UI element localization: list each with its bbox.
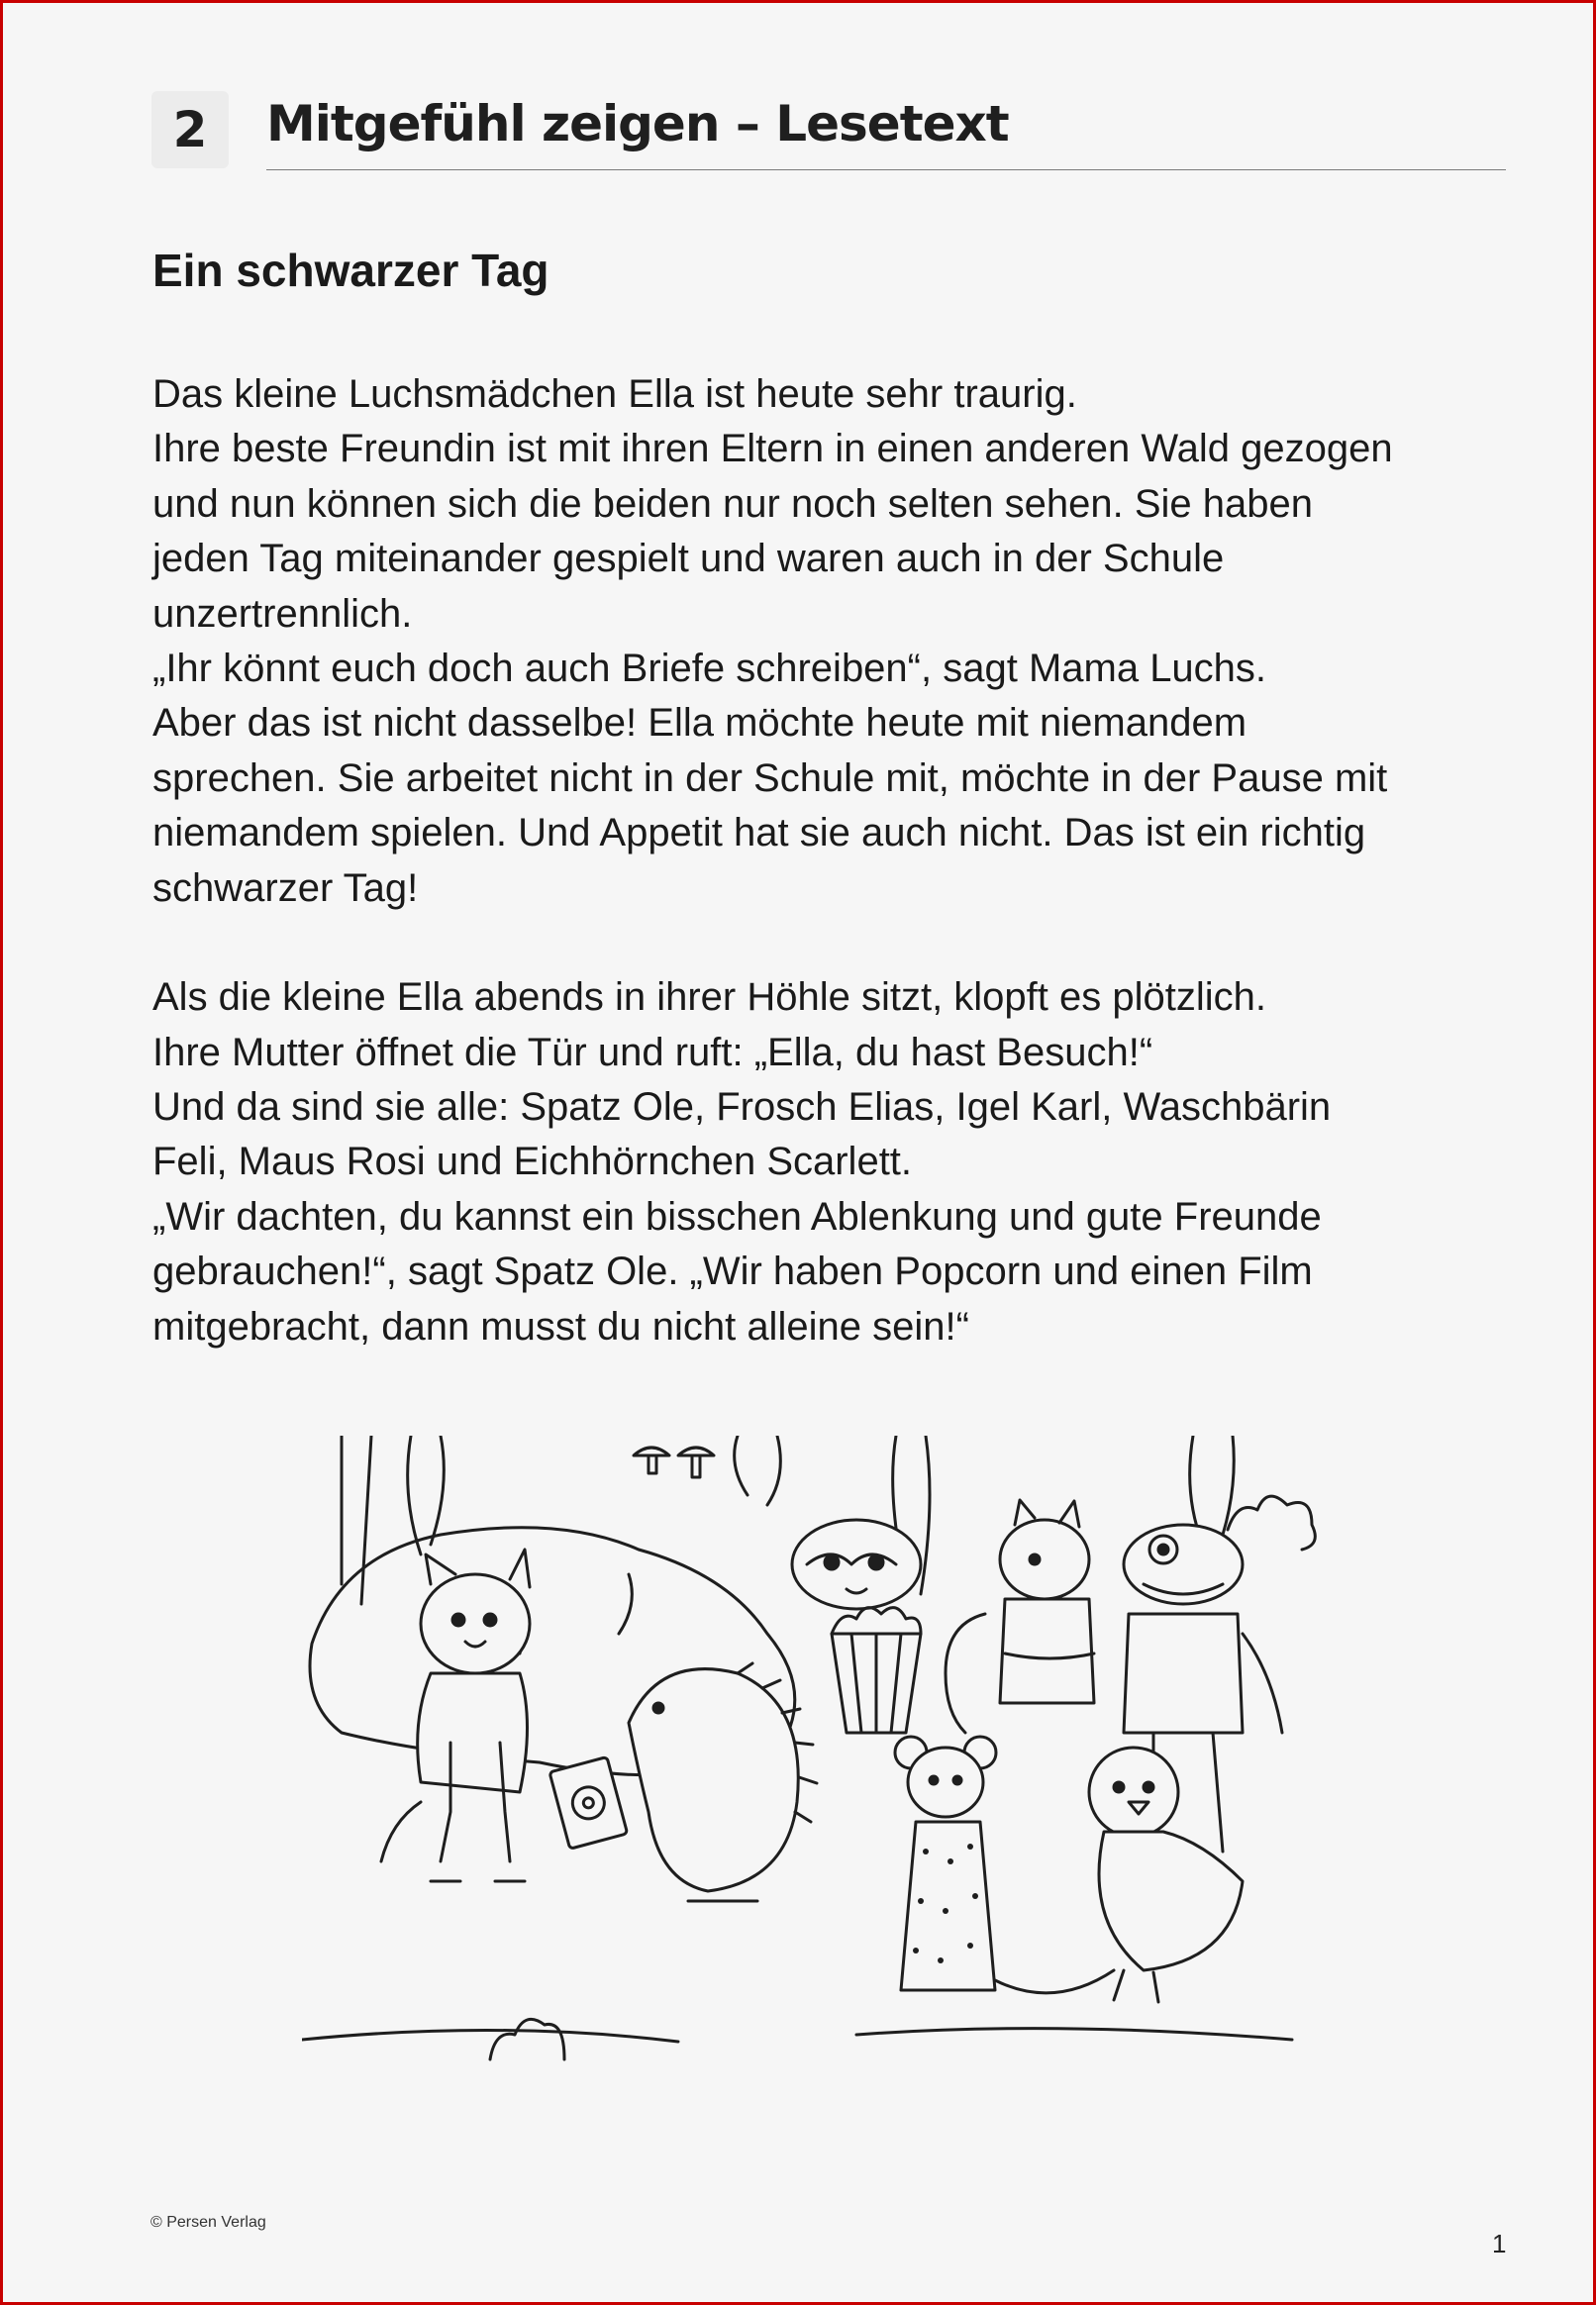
story-title: Ein schwarzer Tag	[152, 245, 549, 296]
header-divider	[266, 169, 1506, 170]
chapter-title: Mitgefühl zeigen – Lesetext	[266, 95, 1009, 152]
story-line: Als die kleine Ella abends in ihrer Höhle sitzt, klopft es plötzlich.	[152, 975, 1266, 1020]
story-line: schwarzer Tag!	[152, 865, 419, 910]
page-number: 1	[1492, 2229, 1507, 2258]
story-line: „Ihr könnt euch doch auch Briefe schreiben“, sagt Mama Luchs.	[152, 646, 1267, 690]
hedgehog-karl	[629, 1663, 817, 1901]
bush-icon	[1228, 1496, 1315, 1550]
story-line: jeden Tag miteinander gespielt und waren auch in der Schule	[152, 537, 1225, 581]
story-line: Ihre Mutter öffnet die Tür und ruft: „Ella, du hast Besuch!“	[152, 1030, 1153, 1074]
story-line: „Wir dachten, du kannst ein bisschen Ablenkung und gute Freunde	[152, 1194, 1322, 1239]
paragraph-gap	[152, 916, 1519, 970]
mouse-rosi	[895, 1737, 1114, 1993]
story-line: Feli, Maus Rosi und Eichhörnchen Scarlett.	[152, 1140, 913, 1184]
story-line: niemandem spielen. Und Appetit hat sie auch nicht. Das ist ein richtig	[152, 811, 1366, 855]
story-line: Das kleine Luchsmädchen Ella ist heute sehr traurig.	[152, 372, 1077, 416]
story-line: Aber das ist nicht dasselbe! Ella möchte heute mit niemandem	[152, 701, 1247, 746]
squirrel-scarlett	[946, 1500, 1094, 1733]
forest-friends-illustration	[302, 1436, 1356, 2061]
lynx-ella	[381, 1550, 530, 1881]
mushrooms	[634, 1448, 714, 1477]
story-line: gebrauchen!“, sagt Spatz Ole. „Wir haben Popcorn und einen Film	[152, 1250, 1313, 1294]
story-line: und nun können sich die beiden nur noch selten sehen. Sie haben	[152, 481, 1314, 526]
story-line: Ihre beste Freundin ist mit ihren Eltern in einen anderen Wald gezogen	[152, 427, 1393, 471]
sparrow-ole	[1089, 1748, 1243, 2002]
story-line: sprechen. Sie arbeitet nicht in der Schule mit, möchte in der Pause mit	[152, 755, 1388, 800]
chapter-header	[151, 91, 1506, 172]
raccoon-feli	[792, 1520, 921, 1733]
story-text	[152, 367, 1519, 1354]
chapter-number-badge: 2	[151, 91, 229, 168]
dvd-icon	[549, 1756, 628, 1849]
story-line: mitgebracht, dann musst du nicht alleine sein!“	[152, 1304, 969, 1349]
story-line: unzertrennlich.	[152, 591, 413, 636]
story-line: Und da sind sie alle: Spatz Ole, Frosch Elias, Igel Karl, Waschbärin	[152, 1085, 1332, 1130]
bush-icon	[490, 2019, 564, 2059]
copyright-notice: © Persen Verlag	[150, 2214, 266, 2231]
